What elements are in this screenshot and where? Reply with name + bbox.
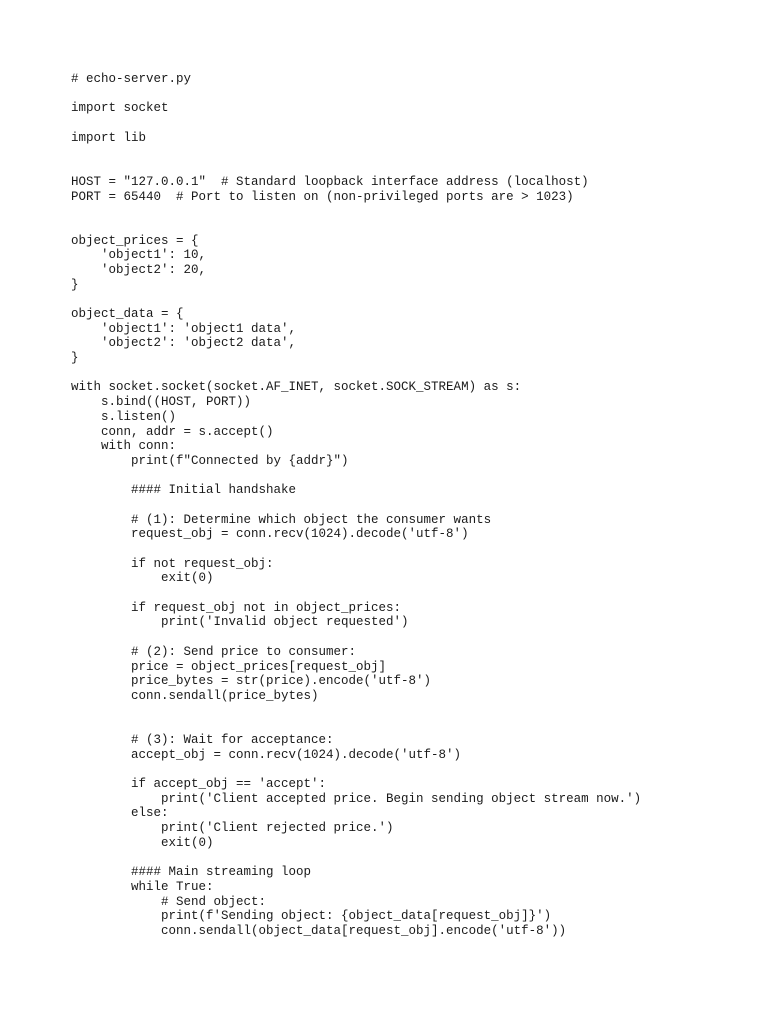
- code-line: 'object2': 'object2 data',: [71, 336, 297, 351]
- code-line: print('Client accepted price. Begin sending object stream now.'): [71, 791, 642, 806]
- code-line: HOST = "127.0.0.1" # Standard loopback interface address (localhost): [71, 174, 589, 189]
- code-line: accept_obj = conn.recv(1024).decode('utf-8'): [71, 747, 462, 762]
- code-line: # echo-server.py: [71, 72, 192, 86]
- code-line: # (2): Send price to consumer:: [71, 644, 357, 659]
- code-line: [71, 116, 641, 131]
- code-line: #### Initial handshake: [71, 483, 297, 498]
- code-line: exit(0): [71, 571, 214, 586]
- code-line: import socket: [71, 101, 169, 116]
- code-line: if accept_obj == 'accept':: [71, 777, 327, 791]
- code-line: }: [71, 277, 79, 292]
- code-line: 'object1': 10,: [71, 248, 207, 263]
- code-line: [71, 87, 641, 102]
- code-line: conn.sendall(price_bytes): [71, 688, 319, 703]
- code-line: [71, 498, 641, 513]
- code-line: }: [71, 351, 79, 366]
- code-line: import lib: [71, 130, 147, 145]
- code-line: [71, 219, 641, 234]
- code-line: 'object1': 'object1 data',: [71, 321, 297, 336]
- code-line: object_prices = {: [71, 233, 199, 248]
- code-line: conn.sendall(object_data[request_obj].encode('utf-8')): [71, 923, 567, 938]
- code-line: [71, 366, 641, 381]
- code-line: [71, 469, 641, 484]
- code-line: with socket.socket(socket.AF_INET, socket.SOCK_STREAM) as s:: [71, 380, 522, 395]
- code-line: [71, 762, 641, 777]
- code-line: [71, 850, 641, 865]
- code-line: [71, 160, 641, 175]
- code-line: if not request_obj:: [71, 556, 274, 571]
- code-line: conn, addr = s.accept(): [71, 424, 274, 439]
- code-line: [71, 718, 641, 733]
- code-line: print(f'Sending object: {object_data[request_obj]}'): [71, 909, 552, 924]
- code-listing: [71, 72, 641, 939]
- code-line: [71, 145, 641, 160]
- code-line: [71, 542, 641, 557]
- code-line: # Send object:: [71, 894, 267, 909]
- code-line: else:: [71, 806, 169, 821]
- code-line: print('Client rejected price.'): [71, 821, 394, 836]
- code-line: [71, 204, 641, 219]
- code-line: print(f"Connected by {addr}"): [71, 453, 349, 468]
- code-line: price = object_prices[request_obj]: [71, 659, 387, 674]
- code-line: PORT = 65440 # Port to listen on (non-privileged ports are > 1023): [71, 189, 574, 204]
- code-line: print('Invalid object requested'): [71, 615, 409, 630]
- code-line: request_obj = conn.recv(1024).decode('utf-8'): [71, 527, 469, 542]
- code-line: s.bind((HOST, PORT)): [71, 395, 252, 410]
- code-line: [71, 586, 641, 601]
- code-line: [71, 704, 641, 719]
- code-line: while True:: [71, 879, 214, 894]
- code-line: exit(0): [71, 835, 214, 850]
- code-line: [71, 292, 641, 307]
- code-line: with conn:: [71, 439, 177, 454]
- code-line: s.listen(): [71, 409, 177, 424]
- code-line: price_bytes = str(price).encode('utf-8'): [71, 674, 432, 689]
- code-line: #### Main streaming loop: [71, 865, 312, 880]
- code-line: if request_obj not in object_prices:: [71, 600, 402, 615]
- code-line: # (1): Determine which object the consumer wants: [71, 512, 492, 527]
- code-line: [71, 630, 641, 645]
- code-line: # (3): Wait for acceptance:: [71, 732, 334, 747]
- code-line: object_data = {: [71, 307, 184, 321]
- code-line: 'object2': 20,: [71, 262, 207, 277]
